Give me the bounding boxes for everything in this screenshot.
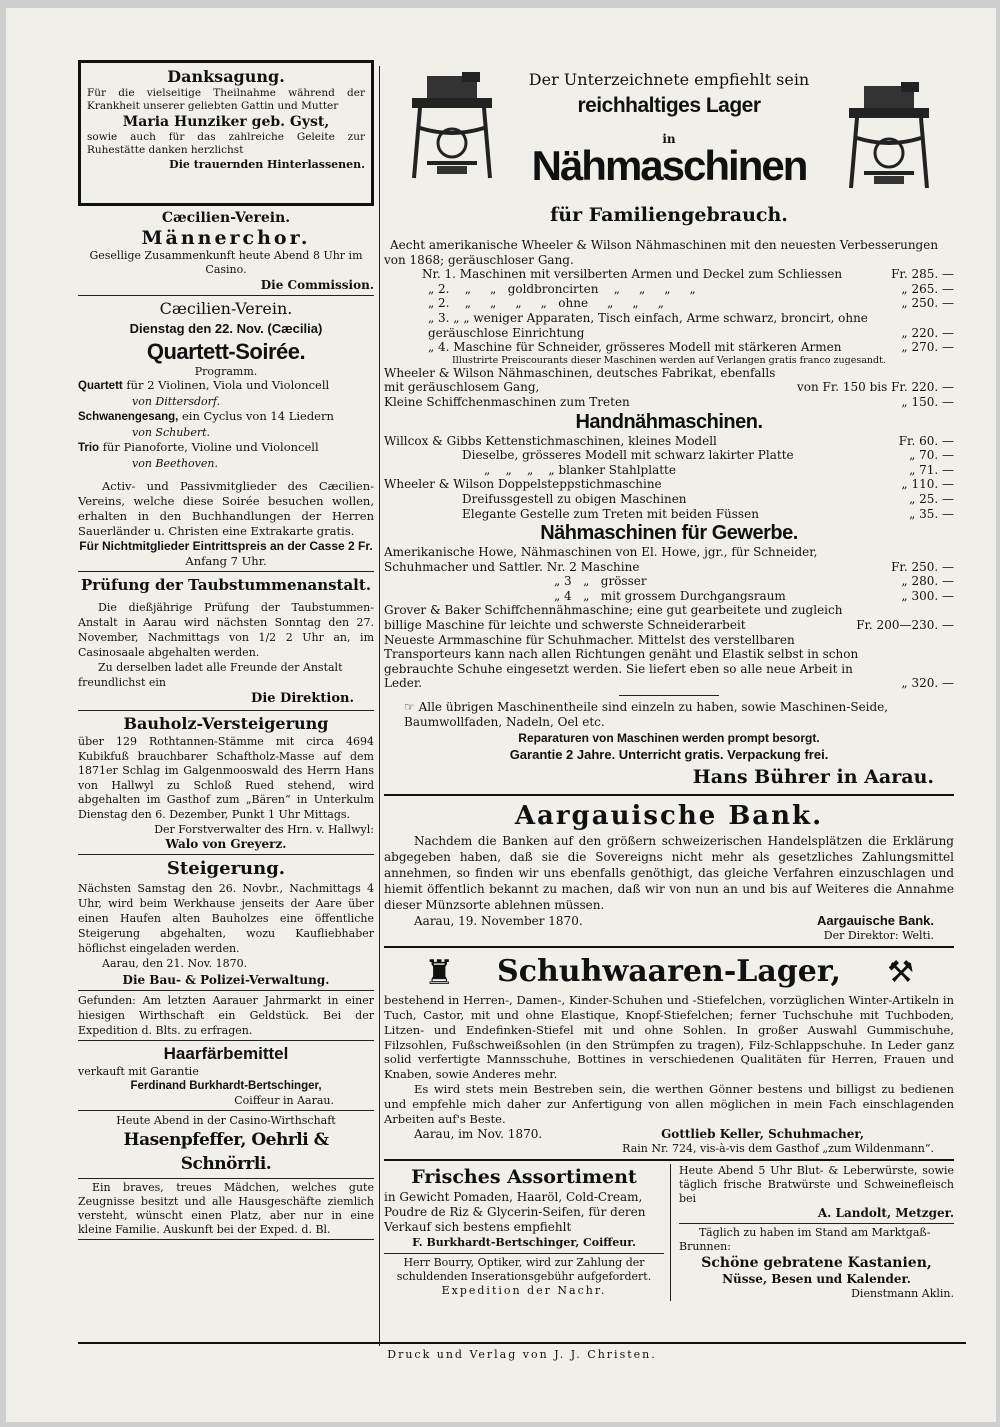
maedchen-text: Ein braves, treues Mädchen, welches gute Zeugnisse besitzt und alle Hausgeschäfte ziemlich versteht, wünscht einen Platz, aber nur in eine kleine Familie. Auskunft bei der Exped. d. Bl. bbox=[78, 1181, 374, 1236]
price-line bbox=[384, 589, 954, 604]
column-divider bbox=[379, 66, 380, 1346]
assortiment-signature: F. Burkhardt-Bertschinger, Coiffeur. bbox=[412, 1236, 636, 1250]
price-value: „ 150. — bbox=[901, 394, 954, 409]
bank-title: Aargauische Bank. bbox=[514, 801, 824, 832]
bank-text: Nachdem die Banken auf den größern schweizerischen Handelsplätzen die Erklärung abgegeben haben, daß sie die Sovereigns nicht mehr als gesetzliches Zahlungsmittel annehmen, so finden wir uns ebenfalls genöthigt, das gleiche Verfahren einzuschlagen und hiemit öffentlich bekannt zu machen, daß wir von nun an und bis auf Weiteres die Annahme dieser Münzsorte ablehnen müssen. bbox=[384, 834, 954, 913]
right-column bbox=[384, 60, 954, 1301]
price-item: „ 4. Maschine für Schneider, grösseres Modell mit stärkeren Armen bbox=[428, 340, 842, 355]
price-value: Fr. 250. — bbox=[891, 559, 954, 574]
schuh-signature: Gottlieb Keller, Schuhmacher, bbox=[661, 1127, 864, 1142]
danksagung-notice bbox=[78, 60, 374, 206]
price-line bbox=[384, 545, 954, 574]
bank-footer bbox=[384, 913, 954, 929]
naeh-title: Nähmaschinen bbox=[531, 142, 807, 189]
schuh-notice bbox=[384, 951, 954, 1156]
naeh-intro: Der Unterzeichnete empfiehlt sein bbox=[528, 70, 810, 89]
maedchen-notice bbox=[78, 1181, 374, 1237]
printer-imprint: Druck und Verlag von J. J. Christen. bbox=[387, 1348, 657, 1361]
wurst-signature: A. Landolt, Metzger. bbox=[817, 1206, 954, 1221]
naeh-lager: reichhaltiges Lager bbox=[577, 94, 761, 117]
program-item bbox=[78, 409, 374, 440]
price-value: „ 25. — bbox=[909, 491, 954, 506]
price-line bbox=[384, 296, 954, 311]
price-line bbox=[384, 463, 954, 478]
boot-icon: ♜ bbox=[424, 953, 455, 994]
gewerbe-title: Nähmaschinen für Gewerbe. bbox=[540, 522, 798, 545]
program-item-composer: von Schubert. bbox=[132, 426, 211, 439]
gefunden-text: Gefunden: Am letzten Aarauer Jahrmarkt in einer hiesigen Wirthschaft ein Geldstück. Bei der Expedition d. Blts. zu erfragen. bbox=[78, 994, 374, 1037]
naeh-pricelist bbox=[384, 238, 954, 791]
price-item: Kleine Schiffchenmaschinen zum Treten bbox=[384, 394, 630, 409]
gefunden-notice bbox=[78, 993, 374, 1038]
program-item-composer: von Beethoven. bbox=[132, 457, 218, 470]
naeh-signature: Hans Bührer in Aarau. bbox=[692, 766, 934, 789]
price-line bbox=[384, 267, 954, 282]
hasenpfeffer-notice bbox=[78, 1113, 374, 1176]
haarfaerbe-name: Ferdinand Burkhardt-Bertschinger, bbox=[130, 1080, 322, 1092]
price-value: Fr. 200—230. — bbox=[856, 618, 954, 633]
price-line bbox=[384, 448, 954, 463]
price-item: Nr. 1. Maschinen mit versilberten Armen und Deckel zum Schliessen bbox=[422, 267, 843, 282]
price-item: Grover & Baker Schiffchennähmaschine; eine gut gearbeitete und zugleich billige Maschine für leichte und schwerste Schneiderarbeit bbox=[384, 603, 843, 633]
bank-notice bbox=[384, 799, 954, 943]
price-item: Dieselbe, grösseres Modell mit schwarz lakirter Platte bbox=[462, 448, 794, 463]
program-item-composer: von Dittersdorf. bbox=[132, 395, 221, 408]
small-ads-row bbox=[384, 1164, 954, 1301]
danksagung-signature: Die trauernden Hinterlassenen. bbox=[169, 158, 365, 171]
maennerchor-title: Männerchor. bbox=[141, 227, 311, 249]
naeh-note: Illustrirte Preiscourants dieser Maschinen werden auf Verlangen gratis franco zugesandt. bbox=[452, 354, 886, 366]
price-line bbox=[384, 282, 954, 297]
naeh-in: in bbox=[662, 132, 676, 146]
price-value: „ 71. — bbox=[909, 462, 954, 477]
price-value: „ 280. — bbox=[901, 574, 954, 589]
steigerung-text: Nächsten Samstag den 26. Novbr., Nachmittags 4 Uhr, wird beim Werkhause jenseits der Aare über einen Haufen alten Bauholzes eine öffentliche Steigerung abgehalten, wozu Kaufliebhaber höflichst eingeladen werden. bbox=[78, 882, 374, 955]
maennerchor-text: Gesellige Zusammenkunft heute Abend 8 Uhr im Casino. bbox=[89, 249, 363, 276]
kastanien-title: Schöne gebratene Kastanien, bbox=[701, 1255, 932, 1272]
price-line bbox=[384, 366, 954, 395]
pruefung-text: Die dießjährige Prüfung der Taubstummen-Anstalt in Aarau wird nächsten Sonntag den 27. November, Nachmittags von 1/2 2 Uhr an, im Casinosaale abgehalten werden. bbox=[78, 601, 374, 659]
price-line bbox=[384, 603, 954, 632]
price-line-intro: Aecht amerikanische Wheeler & Wilson Nähmaschinen mit den neuesten Verbesserungen von 1868; geräuschloser Gang. bbox=[384, 238, 939, 267]
maennerchor-notice bbox=[78, 210, 374, 293]
price-value: „ 270. — bbox=[901, 340, 954, 355]
hasenpfeffer-text: Heute Abend in der Casino-Wirthschaft bbox=[116, 1114, 336, 1127]
price-line bbox=[384, 395, 954, 410]
bank-date: Aarau, 19. November 1870. bbox=[414, 914, 583, 929]
program-item-text: für 2 Violinen, Viola und Violoncell bbox=[126, 378, 330, 392]
price-line bbox=[384, 507, 954, 522]
soiree-org: Cæcilien-Verein. bbox=[159, 299, 293, 318]
program-item-name: Trio bbox=[78, 442, 100, 454]
small-ads-left bbox=[384, 1164, 671, 1301]
price-value: von Fr. 150 bis Fr. 220. — bbox=[796, 380, 954, 395]
soiree-date: Dienstag den 22. Nov. (Cæcilia) bbox=[129, 321, 323, 336]
price-line bbox=[384, 311, 954, 340]
maennerchor-signature: Die Commission. bbox=[260, 278, 374, 292]
bauholz-text: über 129 Rothtannen-Stämme mit circa 4694 Kubikfuß brauchbarer Schaftholz-Masse auf dem 1871er Schlag im Galgenmooswald des Herrn Hans von Hallwyl zu Schloß Rued stehend, wird abgehalten im Gasthof zum „Bären“ in Unterkulm Dienstag den 6. Dezember, Punkt 1 Uhr Mittags. bbox=[78, 735, 374, 821]
shoe-icon: ⚒ bbox=[887, 955, 914, 991]
bauholz-notice bbox=[78, 713, 374, 852]
assortiment-text: in Gewicht Pomaden, Haaröl, Cold-Cream, Poudre de Riz & Glycerin-Seifen, für deren Verkauf sich bestens empfiehlt bbox=[384, 1190, 646, 1235]
kastanien-text: Täglich zu haben im Stand am Marktgaß-Brunnen: bbox=[679, 1226, 931, 1254]
price-value: „ 300. — bbox=[901, 588, 954, 603]
schuh-text-2: Es wird stets mein Bestreben sein, die werthen Gönner bestens und billigst zu bedienen und empfehle mich daher zur Anfertigung von allen möglichen in mein Fach einschlagenden Arbeiten auf's Beste. bbox=[384, 1082, 954, 1126]
pruefung-notice bbox=[78, 574, 374, 708]
soiree-text: Activ- und Passivmitglieder des Cæcilien-Vereins, welche diese Soirée besuchen wollen, erhalten in den Buchhandlungen der Herren Sauerländer u. Christen eine Extrakarte gratis. bbox=[78, 479, 374, 538]
schuh-text: bestehend in Herren-, Damen-, Kinder-Schuhen und -Stiefelchen, vorzüglichen Winter-Artikeln in Tuch, Castor, mit und ohne Elastique, Knopf-Stiefelchen; ferner Tuchschuhe mit Tuchboden, Litzen- und Endefinken-Stiefel mit und ohne Sohlen. In großer Auswahl Gummischuhe, Filzsohlen, Fußschweißsohlen (in den Strümpfen zu tragen), Filz-Schlappschuhe. In Leder ganz solid verfertigte Mannsschuhe, Bottines in verschiedenen Qualitäten für Herren, Frauen und Knaben, sowie Anderes mehr. bbox=[384, 993, 954, 1082]
program-item-name: Quartett bbox=[78, 380, 123, 392]
assortiment-title: Frisches Assortiment bbox=[411, 1166, 637, 1189]
steigerung-title: Steigerung. bbox=[166, 858, 286, 879]
bauholz-signature: Walo von Greyerz. bbox=[165, 837, 287, 851]
price-line bbox=[384, 492, 954, 507]
program-item bbox=[78, 378, 374, 409]
danksagung-text-2: sowie auch für das zahlreiche Geleite zur Ruhestätte danken herzlichst bbox=[87, 131, 365, 156]
price-item: Neueste Armmaschine für Schuhmacher. Mittelst des verstellbaren Transporteurs kann nach allen Richtungen genäht und Elastik selbst in schon gebrauchte Schuhe eingesetzt werden. Sie liefert eben so alle neue Arbeit in Leder. bbox=[384, 632, 859, 691]
sewing-machine-illustration-left bbox=[392, 68, 502, 188]
newspaper-page bbox=[6, 8, 996, 1422]
soiree-start: Anfang 7 Uhr. bbox=[185, 554, 267, 568]
price-item: „ 2. „ „ goldbroncirten „ „ „ „ bbox=[428, 281, 696, 296]
bank-role: Der Direktor: Welti. bbox=[823, 929, 934, 943]
price-item: „ 3 „ grösser bbox=[554, 574, 647, 589]
steigerung-notice bbox=[78, 857, 374, 988]
soiree-price: Für Nichtmitglieder Eintrittspreis an der Casse 2 Fr. bbox=[79, 539, 373, 553]
pruefung-signature: Die Direktion. bbox=[251, 691, 354, 706]
parts-text: Alle übrigen Maschinentheile sind einzeln zu haben, sowie Maschinen-Seide, Baumwollfaden, Nadeln, Oel etc. bbox=[404, 700, 889, 729]
bauholz-title: Bauholz-Versteigerung bbox=[123, 714, 329, 733]
bourry-signature: Expedition der Nachr. bbox=[441, 1284, 607, 1298]
soiree-program: Programm. bbox=[194, 365, 258, 378]
price-value: „ 35. — bbox=[909, 506, 954, 521]
quartett-soiree-notice bbox=[78, 298, 374, 569]
haarfaerbe-role: Coiffeur in Aarau. bbox=[234, 1094, 334, 1107]
program-item-text: ein Cyclus von 14 Liedern bbox=[182, 409, 334, 423]
naeh-sub: für Familiengebrauch. bbox=[550, 204, 788, 226]
sewing-machine-illustration-right bbox=[839, 78, 949, 198]
price-value: „ 320. — bbox=[901, 676, 954, 691]
naehmaschinen-header bbox=[384, 60, 954, 238]
haarfaerbe-title: Haarfärbemittel bbox=[163, 1044, 289, 1063]
price-line bbox=[384, 434, 954, 449]
price-item: Wheeler & Wilson Nähmaschinen, deutsches Fabrikat, ebenfalls mit geräuschlosem Gang, bbox=[384, 365, 776, 395]
haarfaerbe-text: verkauft mit Garantie bbox=[78, 1065, 199, 1078]
price-item: „ 2. „ „ „ „ ohne „ „ „ bbox=[428, 296, 664, 311]
price-item: „ 4 „ mit grossem Durchgangsraum bbox=[554, 588, 786, 603]
price-item: Wheeler & Wilson Doppelsteppstichmaschine bbox=[384, 477, 662, 492]
price-item: „ 3. „ „ weniger Apparaten, Tisch einfach, Arme schwarz, broncirt, ohne geräuschlose Einrichtung bbox=[428, 310, 868, 340]
price-item: Amerikanische Howe, Nähmaschinen von El. Howe, jgr., für Schneider, Schuhmacher und Sattler. Nr. 2 Maschine bbox=[384, 545, 818, 574]
maennerchor-org: Cæcilien-Verein. bbox=[161, 210, 291, 226]
price-value: Fr. 285. — bbox=[891, 267, 954, 282]
garantie-text: Garantie 2 Jahre. Unterricht gratis. Verpackung frei. bbox=[509, 747, 829, 763]
schuh-address: Rain Nr. 724, vis-à-vis dem Gasthof „zum Wildenmann“. bbox=[622, 1142, 934, 1156]
footer-rule bbox=[78, 1342, 966, 1344]
steigerung-signature: Die Bau- & Polizei-Verwaltung. bbox=[122, 973, 330, 987]
schuh-title: Schuhwaaren-Lager, bbox=[497, 954, 841, 990]
price-value: „ 220. — bbox=[901, 325, 954, 340]
left-column bbox=[78, 60, 374, 1242]
haarfaerbemittel-notice bbox=[78, 1043, 374, 1108]
price-item: Elegante Gestelle zum Treten mit beiden Füssen bbox=[462, 506, 759, 521]
price-value: „ 250. — bbox=[901, 296, 954, 311]
schuh-date: Aarau, im Nov. 1870. bbox=[414, 1127, 543, 1142]
wurst-text: Heute Abend 5 Uhr Blut- & Leberwürste, sowie täglich frische Bratwürste und Schweinefleisch bei bbox=[679, 1164, 954, 1206]
steigerung-date: Aarau, den 21. Nov. 1870. bbox=[102, 957, 248, 970]
danksagung-text: Für die vielseitige Theilnahme während der Krankheit unserer geliebten Gattin und Mutter bbox=[87, 87, 365, 112]
price-line bbox=[384, 340, 954, 355]
danksagung-name: Maria Hunziker geb. Gyst, bbox=[122, 114, 330, 130]
bauholz-role: Der Forstverwalter des Hrn. v. Hallwyl: bbox=[154, 823, 374, 836]
pointing-hand-icon: ☞ bbox=[404, 700, 415, 715]
hasenpfeffer-title: Hasenpfeffer, Oehrli & Schnörrli. bbox=[123, 1130, 329, 1174]
price-item: Willcox & Gibbs Kettenstichmaschinen, kleines Modell bbox=[384, 433, 717, 448]
kastanien-sub: Nüsse, Besen und Kalender. bbox=[722, 1272, 911, 1287]
soiree-title: Quartett-Soirée. bbox=[146, 339, 306, 364]
price-line bbox=[384, 633, 954, 691]
hand-title: Handnähmaschinen. bbox=[575, 410, 763, 433]
price-value: Fr. 60. — bbox=[898, 433, 954, 448]
price-line bbox=[384, 477, 954, 492]
repair-text: Reparaturen von Maschinen werden prompt besorgt. bbox=[518, 731, 820, 746]
kastanien-signature: Dienstmann Aklin. bbox=[851, 1287, 954, 1301]
small-ads-right bbox=[671, 1164, 954, 1301]
price-item: „ „ „ „ blanker Stahlplatte bbox=[484, 462, 676, 477]
program-item-text: für Pianoforte, Violine und Violoncell bbox=[102, 440, 319, 454]
danksagung-title: Danksagung. bbox=[167, 67, 285, 86]
bank-signature: Aargauische Bank. bbox=[816, 913, 934, 929]
program-item bbox=[78, 440, 374, 471]
pruefung-title: Prüfung der Taubstummenanstalt. bbox=[80, 576, 372, 594]
bourry-text: Herr Bourry, Optiker, wird zur Zahlung der schuldenden Inserationsgebühr aufgefordert. bbox=[396, 1256, 652, 1284]
price-value: „ 110. — bbox=[901, 477, 954, 492]
price-line bbox=[384, 574, 954, 589]
program-item-name: Schwanengesang, bbox=[78, 411, 179, 423]
price-value: „ 265. — bbox=[901, 281, 954, 296]
schuh-footer bbox=[384, 1126, 954, 1142]
price-item: Dreifussgestell zu obigen Maschinen bbox=[462, 491, 687, 506]
price-value: „ 70. — bbox=[909, 448, 954, 463]
pruefung-text-2: Zu derselben ladet alle Freunde der Anstalt freundlichst ein bbox=[78, 661, 343, 689]
